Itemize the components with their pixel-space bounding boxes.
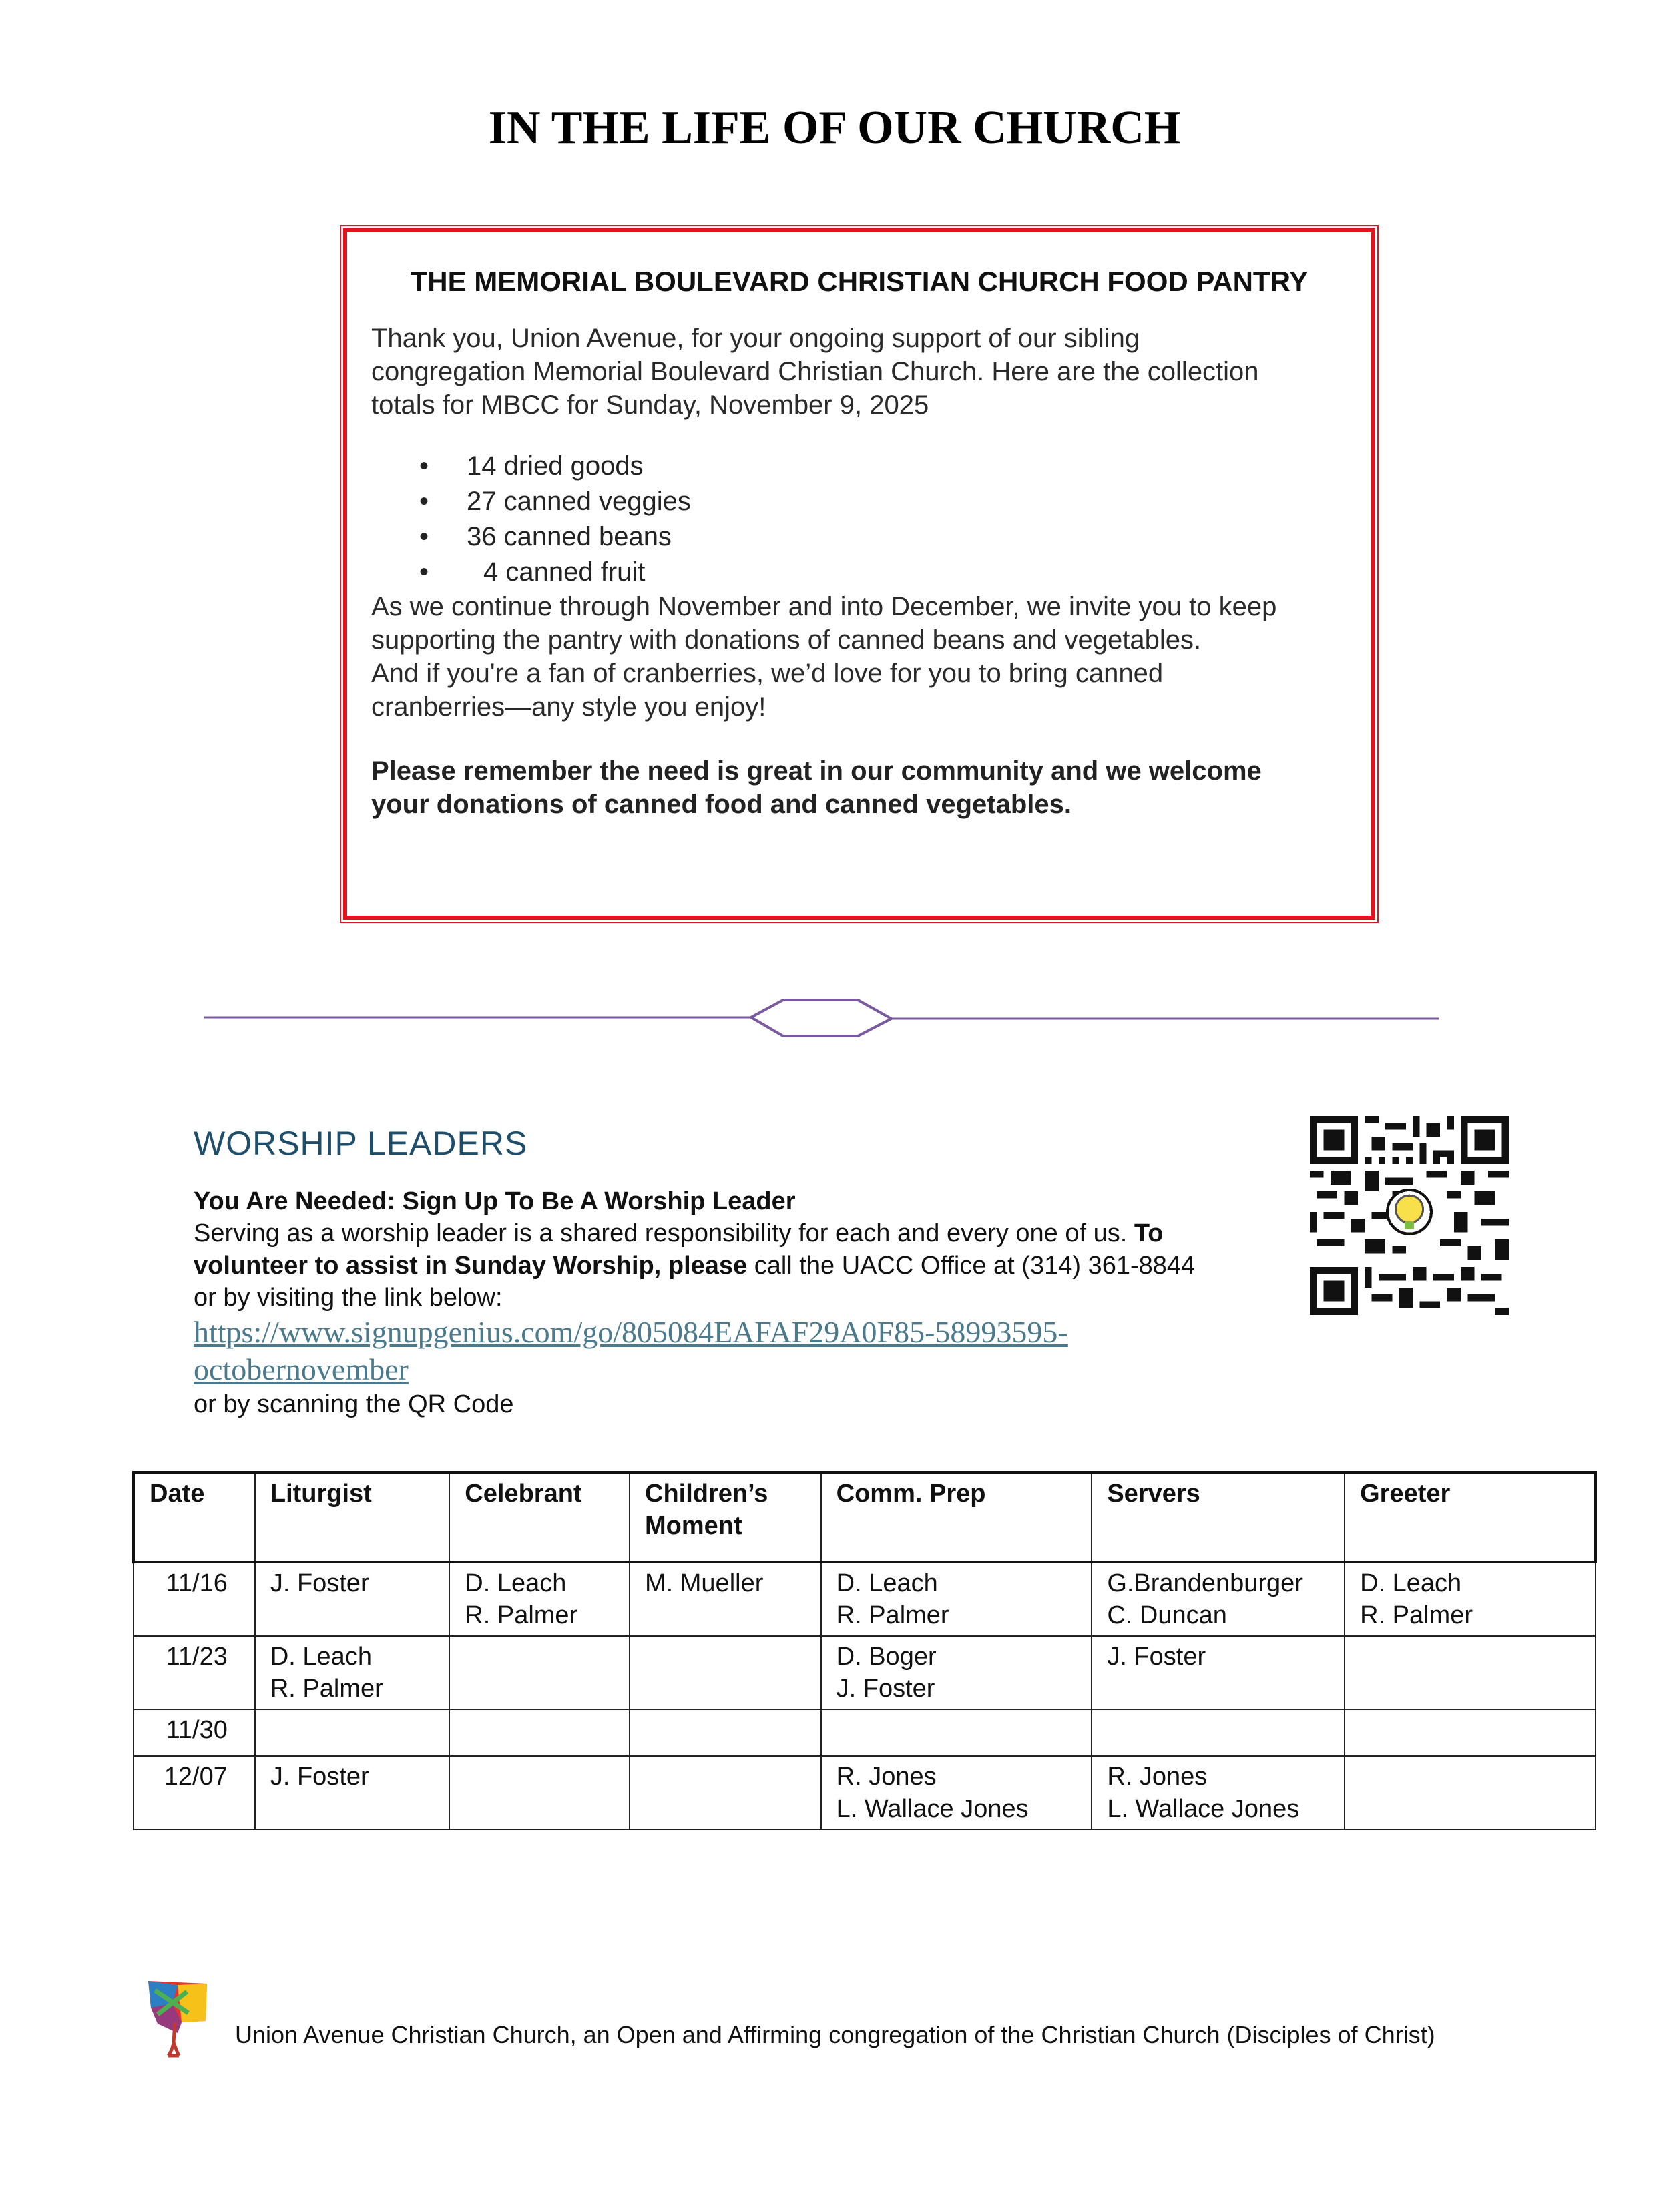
food-pantry-box xyxy=(343,228,1375,920)
comm-prep-cell xyxy=(821,1709,1092,1756)
pantry-intro-line: totals for MBCC for Sunday, November 9, 2025 xyxy=(371,390,929,420)
celebrant-cell xyxy=(449,1756,630,1830)
pantry-closing-line: your donations of canned food and canned vegetables. xyxy=(371,790,1072,819)
signup-block xyxy=(194,1185,1302,1420)
column-header: Comm. Prep xyxy=(821,1472,1092,1562)
date-cell: 11/16 xyxy=(134,1562,255,1636)
comm-prep-cell: D. Boger J. Foster xyxy=(821,1636,1092,1709)
pantry-closing-line: Please remember the need is great in our community and we welcome xyxy=(371,756,1262,786)
pantry-intro xyxy=(371,322,1347,422)
list-item xyxy=(371,484,1347,519)
list-item xyxy=(371,555,1347,590)
list-item-text: 27 canned veggies xyxy=(467,487,691,516)
table-row xyxy=(134,1636,1596,1709)
servers-cell: R. Jones L. Wallace Jones xyxy=(1092,1756,1345,1830)
liturgist-cell: J. Foster xyxy=(255,1562,449,1636)
qr-instruction: or by scanning the QR Code xyxy=(194,1390,514,1418)
table-row xyxy=(134,1562,1596,1636)
comm-prep-cell: R. Jones L. Wallace Jones xyxy=(821,1756,1092,1830)
column-header: Servers xyxy=(1092,1472,1345,1562)
list-item xyxy=(371,449,1347,484)
bullet-icon: • xyxy=(419,451,429,481)
servers-cell: G.Brandenburger C. Duncan xyxy=(1092,1562,1345,1636)
signup-text: call the UACC Office at (314) 361-8844 xyxy=(754,1252,1196,1280)
date-cell: 11/23 xyxy=(134,1636,255,1709)
greeter-cell xyxy=(1345,1636,1596,1709)
qr-code-icon[interactable] xyxy=(1310,1116,1509,1315)
list-item-text: 14 dried goods xyxy=(467,451,644,481)
footer-text: Union Avenue Christian Church, an Open and Affirming congregation of the Christian Church (Disciples of Christ) xyxy=(235,2021,1435,2048)
celebrant-cell xyxy=(449,1636,630,1709)
column-header: Children’s Moment xyxy=(630,1472,821,1562)
greeter-cell xyxy=(1345,1756,1596,1830)
pantry-continue-line: supporting the pantry with donations of canned beans and vegetables. xyxy=(371,625,1202,655)
worship-schedule-table xyxy=(132,1471,1597,1830)
table-row xyxy=(134,1709,1596,1756)
signup-body xyxy=(194,1217,1302,1314)
celebrant-cell xyxy=(449,1709,630,1756)
signup-text-bold: volunteer to assist in Sunday Worship, please xyxy=(194,1252,754,1280)
pantry-intro-line: Thank you, Union Avenue, for your ongoing support of our sibling xyxy=(371,324,1140,353)
date-cell: 11/30 xyxy=(134,1709,255,1756)
childrens-moment-cell xyxy=(630,1636,821,1709)
childrens-moment-cell xyxy=(630,1756,821,1830)
list-item-text: 36 canned beans xyxy=(467,522,672,551)
column-header: Liturgist xyxy=(255,1472,449,1562)
date-cell: 12/07 xyxy=(134,1756,255,1830)
page-title: IN THE LIFE OF OUR CHURCH xyxy=(488,102,1181,154)
column-header: Greeter xyxy=(1345,1472,1596,1562)
worship-leaders-heading: WORSHIP LEADERS xyxy=(194,1125,528,1162)
pantry-continue-line: cranberries—any style you enjoy! xyxy=(371,692,766,722)
signup-text-bold: To xyxy=(1134,1219,1164,1248)
pantry-continue-line: As we continue through November and into December, we invite you to keep xyxy=(371,592,1277,621)
pantry-title: THE MEMORIAL BOULEVARD CHRISTIAN CHURCH FOOD PANTRY xyxy=(410,266,1308,297)
servers-cell: J. Foster xyxy=(1092,1636,1345,1709)
signup-link[interactable] xyxy=(194,1314,1302,1388)
table-header-row xyxy=(134,1472,1596,1562)
column-header: Date xyxy=(134,1472,255,1562)
pantry-intro-line: congregation Memorial Boulevard Christian Church. Here are the collection xyxy=(371,357,1259,386)
signup-text: or by visiting the link below: xyxy=(194,1284,503,1312)
bullet-icon: • xyxy=(419,557,429,587)
comm-prep-cell: D. Leach R. Palmer xyxy=(821,1562,1092,1636)
signup-text: Serving as a worship leader is a shared responsibility for each and every one of us. xyxy=(194,1219,1134,1248)
celebrant-cell: D. Leach R. Palmer xyxy=(449,1562,630,1636)
pantry-continue-line: And if you're a fan of cranberries, we’d love for you to bring canned xyxy=(371,659,1164,688)
signup-link-line: https://www.signupgenius.com/go/805084EAFAF29A0F85-58993595- xyxy=(194,1315,1068,1349)
pantry-closing xyxy=(371,754,1347,821)
greeter-cell: D. Leach R. Palmer xyxy=(1345,1562,1596,1636)
liturgist-cell: D. Leach R. Palmer xyxy=(255,1636,449,1709)
bullet-icon: • xyxy=(419,522,429,551)
ornamental-divider xyxy=(204,995,1439,1041)
liturgist-cell xyxy=(255,1709,449,1756)
bullet-icon: • xyxy=(419,487,429,516)
column-header: Celebrant xyxy=(449,1472,630,1562)
signup-link-line: octobernovember xyxy=(194,1352,409,1386)
childrens-moment-cell: M. Mueller xyxy=(630,1562,821,1636)
list-item xyxy=(371,519,1347,555)
liturgist-cell: J. Foster xyxy=(255,1756,449,1830)
signup-heading: You Are Needed: Sign Up To Be A Worship Leader xyxy=(194,1187,796,1215)
greeter-cell xyxy=(1345,1709,1596,1756)
childrens-moment-cell xyxy=(630,1709,821,1756)
list-item-text: 4 canned fruit xyxy=(483,557,646,587)
table-row xyxy=(134,1756,1596,1830)
pantry-totals-list xyxy=(371,449,1347,590)
chalice-logo-icon xyxy=(148,1981,208,2058)
servers-cell xyxy=(1092,1709,1345,1756)
pantry-continue xyxy=(371,590,1347,724)
